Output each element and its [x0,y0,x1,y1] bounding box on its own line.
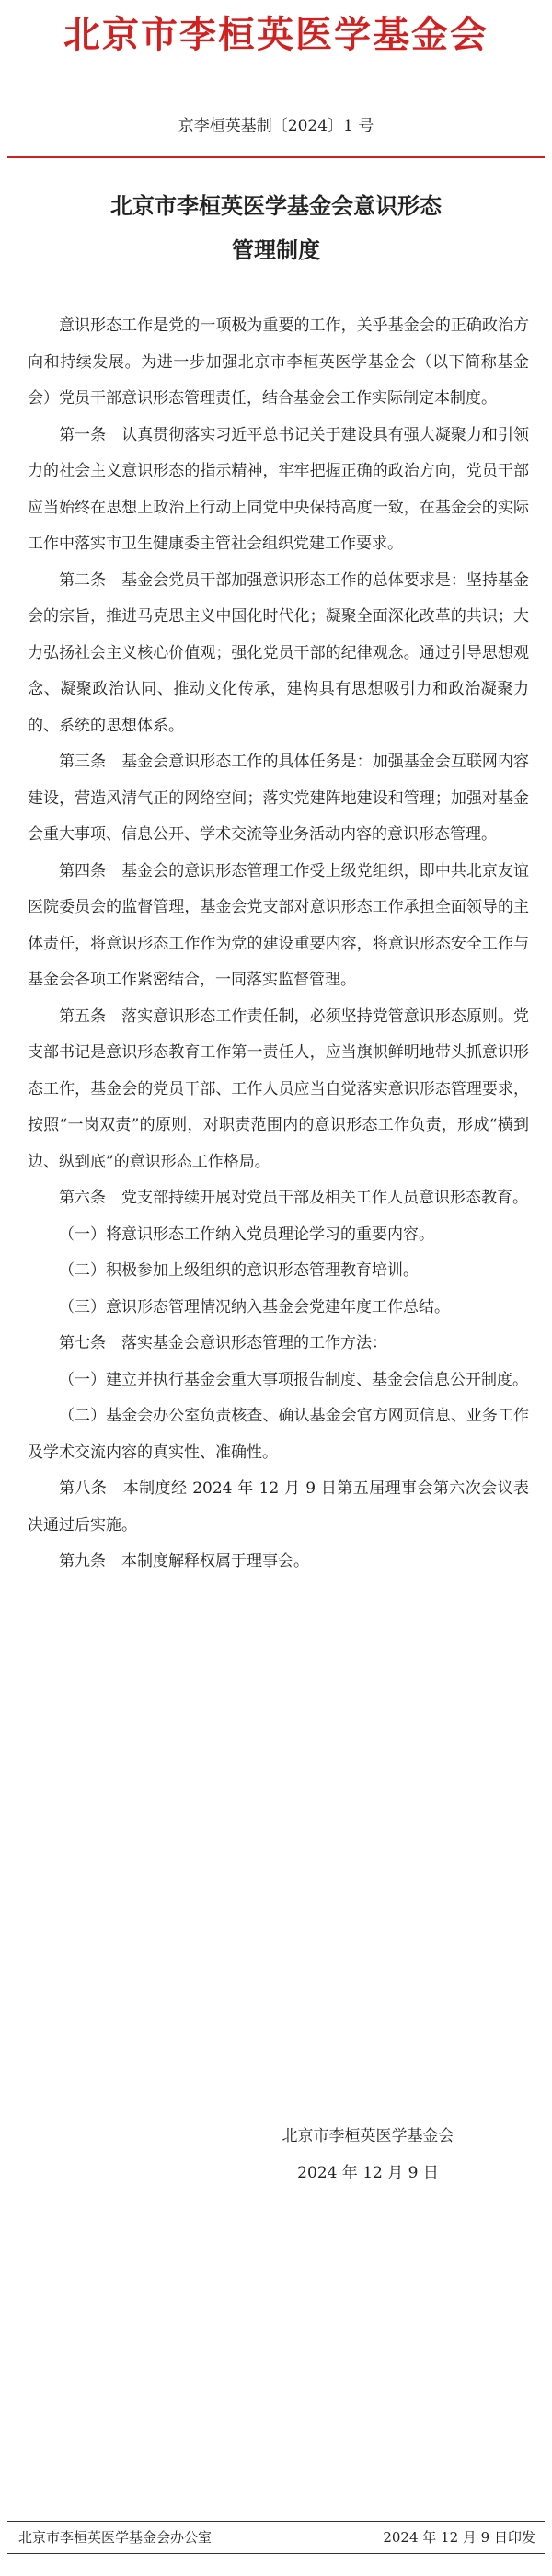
signature-block [221,2118,515,2191]
signature-org: 北京市李桓英医学基金会 [282,2127,454,2145]
footer-divider-bottom [7,2553,545,2554]
paragraph-article-7: 第七条 落实基金会意识形态管理的工作方法： [59,1334,387,1352]
paragraph-article-5: 第五条 落实意识形态工作责任制，必须坚持党管意识形态原则。党支部书记是意识形态教育工作第一责任人，应当旗帜鲜明地带头抓意识形态工作，基金会的党员干部、工作人员应当自觉落实意识形态管理要求，按照“一岗双责”的原则，对职责范围内的意识形态工作负责，形成“横到边、纵到底”的意识形态工作格局。 [28,1006,529,1171]
footer-divider-top [7,2521,545,2522]
title-line-2: 管理制度 [232,237,320,263]
paragraph-article-7-item-2: （二）基金会办公室负责核查、确认基金会官方网页信息、业务工作及学术交流内容的真实性、准确性。 [28,1407,529,1462]
paragraph-article-3: 第三条 基金会意识形态工作的具体任务是：加强基金会互联网内容建设，营造风清气正的网络空间；落实党建阵地建设和管理；加强对基金会重大事项、信息公开、学术交流等业务活动内容的意识形态管理。 [28,753,529,844]
footer-issuer: 北京市李桓英医学基金会办公室 [18,2529,213,2546]
paragraph-article-6-item-3: （三）意识形态管理情况纳入基金会党建年度工作总结。 [59,1297,450,1317]
document-number: 京李桓英基制〔2024〕1 号 [178,117,374,135]
letterhead-org-name: 北京市李桓英医学基金会 [63,14,489,56]
paragraph-article-6-item-2: （二）积极参加上级组织的意识形态管理教育培训。 [59,1261,419,1280]
paragraph-article-7-item-1: （一）建立并执行基金会重大事项报告制度、基金会信息公开制度。 [59,1370,528,1389]
signature-date: 2024 年 12 月 9 日 [297,2164,439,2182]
paragraph-article-9: 第九条 本制度解释权属于理事会。 [59,1552,309,1570]
paragraph-article-6: 第六条 党支部持续开展对党员干部及相关工作人员意识形态教育。 [59,1189,528,1207]
letterhead [0,0,552,59]
paragraph-article-1: 第一条 认真贯彻落实习近平总书记关于建设具有强大凝聚力和引领力的社会主义意识形态的指示精神，牢牢把握正确的政治方向，党员干部应当始终在思想上政治上行动上同党中央保持高度一致，在基金会的实际工作中落实市卫生健康委主管社会组织党建工作要求。 [28,425,529,553]
document-title [0,184,552,272]
paragraph-article-8: 第八条 本制度经 2024 年 12 月 9 日第五届理事会第六次会议表决通过后实施。 [28,1479,529,1535]
paragraph-article-4: 第四条 基金会的意识形态管理工作受上级党组织，即中共北京友谊医院委员会的监督管理，基金会党支部对意识形态工作承担全面领导的主体责任，将意识形态工作作为党的建设重要内容，将意识形态安全工作与基金会各项工作紧密结合，一同落实监督管理。 [28,861,529,989]
red-divider [7,156,545,158]
document-body [28,308,529,1581]
paragraph-article-2: 第二条 基金会党员干部加强意识形态工作的总体要求是：坚持基金会的宗旨，推进马克思主义中国化时代化；凝聚全面深化改革的共识；大力弘扬社会主义核心价值观；强化党员干部的纪律观念。通过引导思想观念、凝聚政治认同、推动文化传承，建构具有思想吸引力和政治凝聚力的、系统的思想体系。 [28,570,529,735]
paragraph-intro: 意识形态工作是党的一项极为重要的工作，关乎基金会的正确政治方向和持续发展。为进一步加强北京市李桓英医学基金会（以下简称基金会）党员干部意识形态管理责任，结合基金会工作实际制定本制度。 [28,316,529,408]
title-line-1: 北京市李桓英医学基金会意识形态 [110,193,442,219]
footer-issue-date: 2024 年 12 月 9 日印发 [383,2529,535,2546]
paragraph-article-6-item-1: （一）将意识形态工作纳入党员理论学习的重要内容。 [59,1225,434,1244]
